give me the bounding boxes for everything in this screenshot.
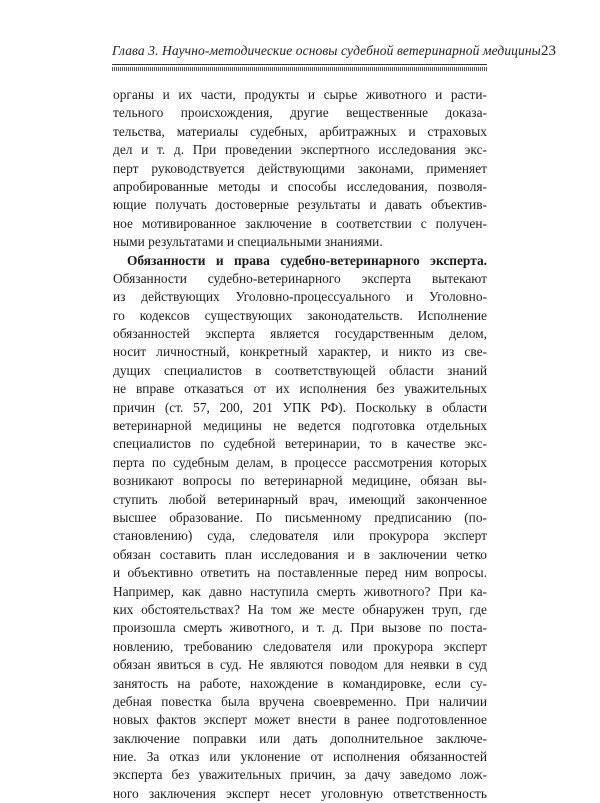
text-line: ступить любой ветеринарный врач, имеющий законченное — [113, 491, 487, 507]
text-line: эксперта без уважительных причин, за дачу заведомо лож- — [113, 767, 487, 783]
text-line: го кодексов существующих законодательств. Исполнение — [113, 307, 487, 323]
text-line: занятость на работе, нахождение в командировке, если су- — [113, 675, 487, 691]
header-hatched-rule — [112, 67, 487, 71]
header-rule — [112, 64, 487, 65]
page-header — [112, 43, 556, 63]
text-line: ние. За отказ или уклонение от исполнения обязанностей — [113, 749, 487, 765]
text-line: обязан явиться в суд. Не являются поводом для неявки в суд — [113, 657, 487, 673]
text-line: высшее образование. По письменному предписанию (по- — [113, 509, 487, 525]
text-line: перт руководствуется действующими законами, применяет — [113, 160, 487, 176]
text-line: носит личностный, конкретный характер, и никто из све- — [113, 344, 487, 360]
section-heading-line — [113, 252, 487, 270]
text-line: возникают вопросы по ветеринарной медицине, обязан вы- — [113, 473, 487, 489]
text-line: новлению, требованию следователя или прокурора эксперт — [113, 638, 487, 654]
text-line: дебная повестка была вручена своевременно. При наличии — [113, 693, 487, 709]
text-line: ными результатами и специальными знаниями. — [113, 234, 383, 250]
text-line: тельного происхождения, другие вещественные доказа- — [113, 105, 487, 121]
text-line: обязан составить план исследования и в заключении четко — [113, 546, 487, 562]
text-line: из действующих Уголовно-процессуального и Уголовно- — [113, 289, 487, 305]
text-line: перта по судебным делам, в процессе рассмотрения которых — [113, 454, 487, 470]
text-line: ное мотивированное заключение в соответствии с получен- — [113, 215, 487, 231]
text-line: дел и т. д. При проведении экспертного исследования экс- — [113, 142, 487, 158]
text-line: заключение поправки или дать дополнительное заключе- — [113, 730, 487, 746]
text-line: ющие получать достоверные результаты и давать объектив- — [113, 197, 487, 213]
text-line: дущих специалистов в соответствующей области знаний — [113, 362, 487, 378]
text-line: не вправе отказаться от их исполнения без уважительных — [113, 381, 487, 397]
body-text — [113, 86, 487, 803]
text-line: апробированные методы и способы исследования, позволя- — [113, 178, 487, 194]
text-line: становлению) суда, следователя или прокурора эксперт — [113, 528, 487, 544]
text-line: специалистов по судебной ветеринарии, то в качестве экс- — [113, 436, 487, 452]
text-line: новых фактов эксперт может внести в ранее подготовленное — [113, 712, 487, 728]
text-line: произошла смерть животного, и т. д. При вызове по поста- — [113, 620, 487, 636]
text-line: ветеринарной медицины не ведется подготовка отдельных — [113, 418, 487, 434]
running-title: Глава 3. Научно-методические основы судебной ветеринарной медицины — [112, 43, 541, 58]
text-line: и объективно ответить на поставленные перед ним вопросы. — [113, 565, 487, 581]
text-line: органы и их части, продукты и сырье животного и расти- — [113, 87, 487, 102]
text-line: Например, как давно наступила смерть животного? При ка- — [113, 583, 487, 599]
text-line: ких обстоятельствах? На том же месте обнаружен труп, где — [113, 601, 487, 617]
text-line: ного заключения эксперт несет уголовную ответственность — [113, 785, 487, 801]
paragraph-2 — [113, 252, 487, 803]
text-line: тельства, материалы судебных, арбитражных и страховых — [113, 123, 487, 139]
text-line: Обязанности судебно-ветеринарного эксперта вытекают — [113, 270, 487, 286]
section-heading: Обязанности и права судебно-ветеринарного эксперта. — [127, 252, 487, 268]
text-line: обязанностей эксперта является государственным делом, — [113, 326, 487, 342]
text-line: причин (ст. 57, 200, 201 УПК РФ). Поскольку в области — [113, 399, 487, 415]
page-number: 23 — [540, 43, 556, 59]
paragraph-1 — [113, 86, 487, 252]
